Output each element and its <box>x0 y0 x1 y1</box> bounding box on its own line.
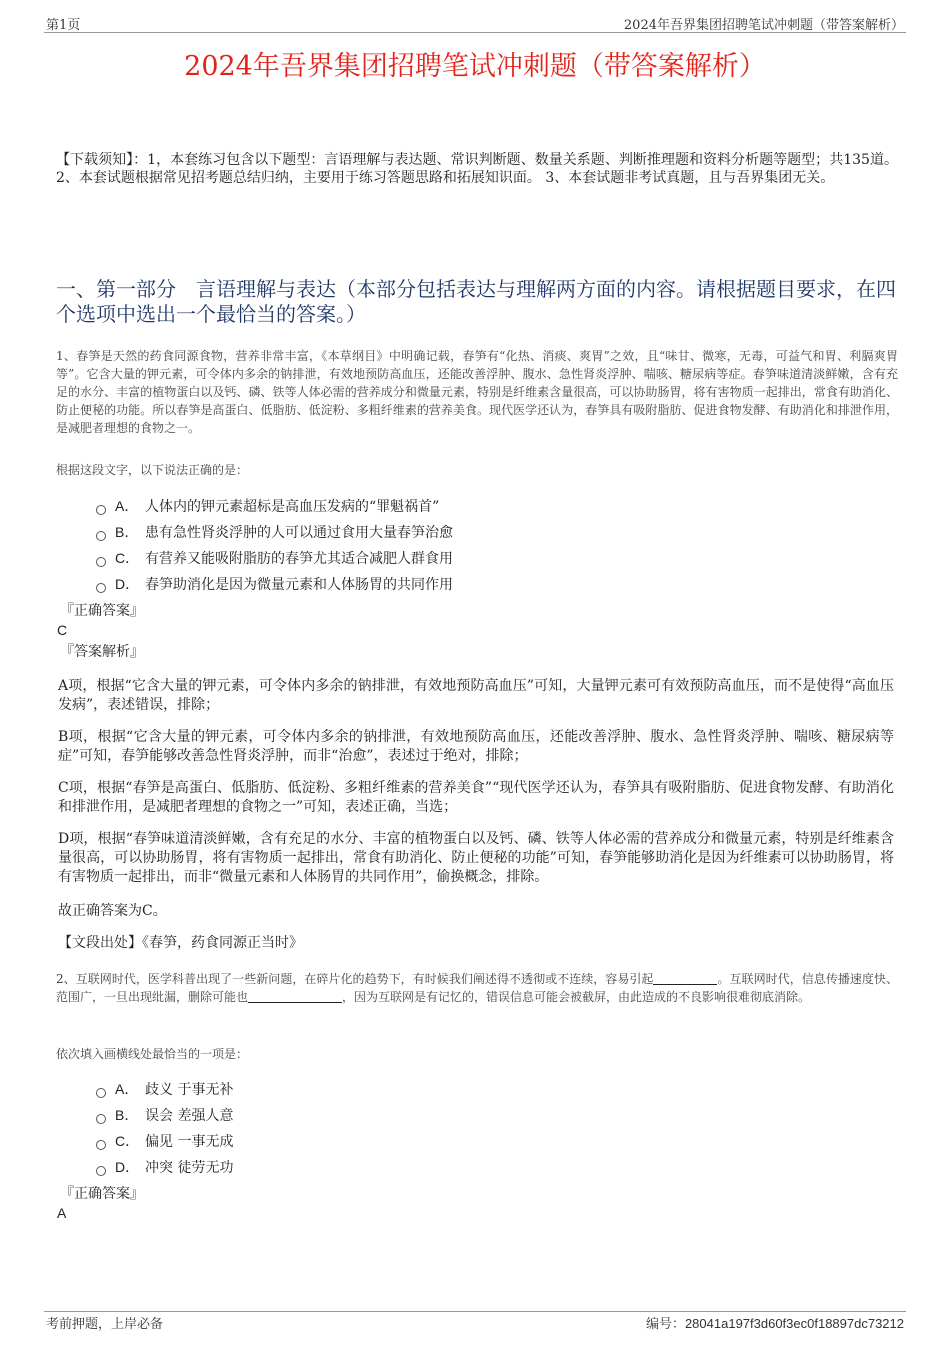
question-2-option-b[interactable]: B． 误会 差强人意 <box>96 1106 233 1125</box>
radio-icon[interactable] <box>96 1088 106 1098</box>
header-divider <box>44 32 906 33</box>
question-1-lead: 根据这段文字，以下说法正确的是： <box>56 463 249 477</box>
document-title: 2024年吾界集团招聘笔试冲刺题（带答案解析） <box>184 51 766 82</box>
question-1-analysis-a: A项，根据“它含大量的钾元素，可令体内多余的钠排泄，有效地预防高血压”可知，大量钾元素可有效预防高血压，而不是使得“高血压发病”，表述错误，排除； <box>58 678 894 713</box>
radio-icon[interactable] <box>96 583 106 593</box>
question-1-option-b[interactable]: B． 患有急性肾炎浮肿的人可以通过食用大量春笋治愈 <box>96 523 453 542</box>
radio-icon[interactable] <box>96 531 106 541</box>
radio-icon[interactable] <box>96 1140 106 1150</box>
download-notice: 【下载须知】：1，本套练习包含以下题型：言语理解与表达题、常识判断题、数量关系题、判断推理题和资料分析题等题型；共135道。 2、本套试题根据常见招考题总结归纳，主要用于练习答题思路和拓展知识面。 3、本套试题非考试真题，且与吾界集团无关。 <box>56 152 898 186</box>
question-2-answer-label: 『正确答案』 <box>60 1186 144 1202</box>
question-1-option-d[interactable]: D． 春笋助消化是因为微量元素和人体肠胃的共同作用 <box>96 575 453 594</box>
question-1-analysis-b: B项，根据“它含大量的钾元素，可令体内多余的钠排泄，有效地预防高血压，还能改善浮肿、腹水、急性肾炎浮肿、喘咳、糖尿病等症”可知，春笋能够改善急性肾炎浮肿，而非“治愈”，表述过于绝对，排除； <box>58 729 894 764</box>
question-2-option-a[interactable]: A． 歧义 于事无补 <box>96 1080 233 1099</box>
section-heading: 一、第一部分 言语理解与表达（本部分包括表达与理解两方面的内容。请根据题目要求，在四个选项中选出一个最恰当的答案。） <box>56 277 896 326</box>
footer-id: 编号：28041a197f3d60f3ec0f18897dc73212 <box>645 1316 904 1332</box>
radio-icon[interactable] <box>96 1166 106 1176</box>
question-2-answer: A <box>57 1205 67 1221</box>
question-2-option-d[interactable]: D． 冲突 徒劳无功 <box>96 1158 233 1177</box>
footer-divider <box>44 1311 906 1312</box>
question-1-analysis-c: C项，根据“春笋是高蛋白、低脂肪、低淀粉、多粗纤维素的营养美食”“现代医学还认为，春笋具有吸附脂肪、促进食物发酵、有助消化和排泄作用，是减肥者理想的食物之一”可知，表述正确，当选； <box>58 780 894 815</box>
radio-icon[interactable] <box>96 1114 106 1124</box>
question-1-answer: C <box>57 622 68 638</box>
header-doc-title: 2024年吾界集团招聘笔试冲刺题（带答案解析） <box>623 18 904 33</box>
page-number: 第1页 <box>46 18 81 33</box>
blank-2 <box>248 990 342 1003</box>
question-1-analysis-label: 『答案解析』 <box>60 644 144 660</box>
question-2-lead: 依次填入画横线处最恰当的一项是： <box>56 1047 249 1061</box>
radio-icon[interactable] <box>96 505 106 515</box>
question-1-stem: 1、春笋是天然的药食同源食物，营养非常丰富，《本草纲目》中明确记载，春笋有“化热、消痰、爽胃”之效，且“味甘、微寒，无毒，可益气和胃、利膈爽胃等”。它含大量的钾元素，可令体内多余的钠排泄，有效地预防高血压，还能改善浮肿、腹水、急性肾炎浮肿、喘咳、糖尿病等症。春笋味道清淡鲜嫩，含有充足的水分、丰富的植物蛋白以及钙、磷、铁等人体必需的营养成分和微量元素，特别是纤维素含量很高，可以协助肠胃，将有害物质一起排出，常食有助消化、防止便秘的功能。所以春笋是高蛋白、低脂肪、低淀粉、多粗纤维素的营养美食。现代医学还认为，春笋具有吸附脂肪、促进食物发酵、有助消化和排泄作用，是减肥者理想的食物之一。 <box>56 349 898 435</box>
question-1-analysis-d: D项，根据“春笋味道清淡鲜嫩，含有充足的水分、丰富的植物蛋白以及钙、磷、铁等人体必需的营养成分和微量元素，特别是纤维素含量很高，可以协助肠胃，将有害物质一起排出，常食有助消化、防止便秘的功能”可知，春笋能够助消化是因为纤维素可以协助肠胃，将有害物质一起排出，而非“微量元素和人体肠胃的共同作用”，偷换概念，排除。 <box>58 831 894 885</box>
question-2-stem: 2、互联网时代，医学科普出现了一些新问题，在碎片化的趋势下，有时候我们阐述得不透彻或不连续，容易引起 。互联网时代，信息传播速度快、范围广，一旦出现纰漏，删除可能也 ，因为互联网是有记忆的，错误信息可能会被截屏，由此造成的不良影响很难彻底消除。 <box>56 972 898 1004</box>
question-1-source: 【文段出处】《春笋，药食同源正当时》 <box>58 935 303 951</box>
footer-slogan: 考前押题，上岸必备 <box>46 1317 164 1332</box>
blank-1 <box>653 972 717 985</box>
question-1-option-c[interactable]: C． 有营养又能吸附脂肪的春笋尤其适合减肥人群食用 <box>96 549 453 568</box>
question-1-answer-label: 『正确答案』 <box>60 603 144 619</box>
question-1-option-a[interactable]: A． 人体内的钾元素超标是高血压发病的“罪魁祸首” <box>96 497 439 516</box>
radio-icon[interactable] <box>96 557 106 567</box>
question-2-option-c[interactable]: C． 偏见 一事无成 <box>96 1132 233 1151</box>
question-1-conclusion: 故正确答案为C。 <box>58 903 167 919</box>
